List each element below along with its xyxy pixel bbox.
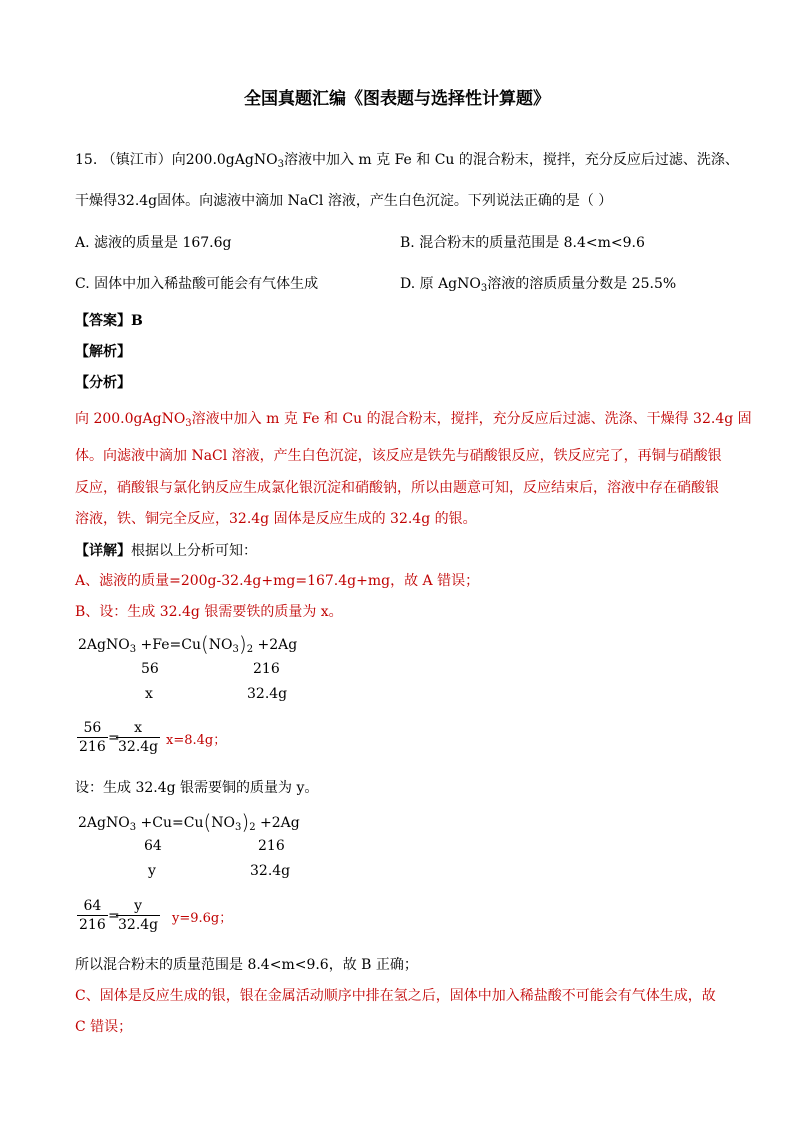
explain-b: B、设：生成 32.4g 银需要铁的质量为 x。 [75, 604, 343, 620]
option-b: B. 混合粉末的质量范围是 8.4<m<9.6 [400, 235, 645, 251]
eq2-fraction-1: $\frac{64}{216}$ [79, 898, 106, 933]
page-title: 全国真题汇编《图表题与选择性计算题》 [244, 89, 550, 109]
equation-fe: 2AgNO$_3$ $+Fe=Cu(NO_3)_2 +2Ag$ [78, 632, 298, 656]
eq1-var-ag: 32.4g [247, 686, 288, 702]
eq2-fraction-2: $\frac{y}{32.4g}$ [118, 898, 159, 933]
eq1-fraction-2: $\frac{x}{32.4g}$ [118, 720, 159, 755]
eq2-result: y=9.6g； [172, 911, 233, 926]
question-number: 15. [75, 152, 98, 168]
question-source: （镇江市） [101, 152, 172, 168]
eq1-var-x: x [145, 686, 153, 702]
analysis-label: 【解析】 [75, 344, 131, 360]
explain-c-line-2: C 错误； [75, 1019, 133, 1035]
eq2-mass-ag: 216 [258, 838, 285, 854]
option-d: D. 原 AgNO$_3$溶液的溶质质量分数是 25.5% [400, 276, 677, 294]
fenxi-line-3: 反应，硝酸银与氯化钠反应生成氯化银沉淀和硝酸钠，所以由题意可知，反应结束后，溶液中存在硝酸银 [75, 480, 719, 496]
fenxi-line-1: 向 200.0gAgNO$_3$溶液中加入 m 克 Fe 和 Cu 的混合粉末，搅拌，充分反应后过滤、洗涤、干燥得 32.4g 固 [75, 411, 752, 429]
eq1-result: x=8.4g； [166, 733, 227, 748]
eq2-equals: = [108, 908, 120, 924]
explain-y: 设：生成 32.4g 银需要铜的质量为 y。 [75, 780, 319, 796]
eq1-equals: = [108, 730, 120, 746]
eq1-mass-ag: 216 [253, 661, 280, 677]
question-line-1: 15. （镇江市）向200.0gAgNO$_3$溶液中加入 m 克 Fe 和 Cu 的混合粉末，搅拌，充分反应后过滤、洗涤、 [75, 152, 739, 170]
fenxi-label: 【分析】 [75, 375, 131, 391]
detail-label: 【详解】 [75, 543, 131, 559]
eq2-var-y: y [148, 863, 156, 879]
explain-c-line-1: C、固体是反应生成的银，银在金属活动顺序中排在氢之后，固体中加入稀盐酸不可能会有气体生成，故 [75, 988, 716, 1004]
option-c: C. 固体中加入稀盐酸可能会有气体生成 [75, 276, 319, 292]
fenxi-line-4: 溶液，铁、铜完全反应，32.4g 固体是反应生成的 32.4g 的银。 [75, 511, 477, 527]
explain-a: A、滤液的质量=200g-32.4g+mg=167.4g+mg，故 A 错误； [75, 573, 480, 589]
equation-cu: 2AgNO$_3$ $+Cu=Cu(NO_3)_2 +2Ag$ [78, 810, 300, 834]
eq1-fraction-1: $\frac{56}{216}$ [79, 720, 106, 755]
answer-label: 【答案】B [75, 313, 143, 329]
eq2-var-ag: 32.4g [250, 863, 291, 879]
option-a: A. 滤液的质量是 167.6g [75, 235, 232, 251]
detail-line: 【详解】根据以上分析可知： [75, 543, 257, 559]
eq1-mass-fe: 56 [141, 661, 159, 677]
eq2-mass-cu: 64 [144, 838, 162, 854]
fenxi-line-2: 体。向滤液中滴加 NaCl 溶液，产生白色沉淀，该反应是铁先与硝酸银反应，铁反应完了，再铜与硝酸银 [75, 448, 722, 464]
question-line-2: 干燥得32.4g固体。向滤液中滴加 NaCl 溶液，产生白色沉淀。下列说法正确的是（ ） [75, 193, 613, 209]
conclusion-b: 所以混合粉末的质量范围是 8.4<m<9.6，故 B 正确； [75, 957, 418, 973]
